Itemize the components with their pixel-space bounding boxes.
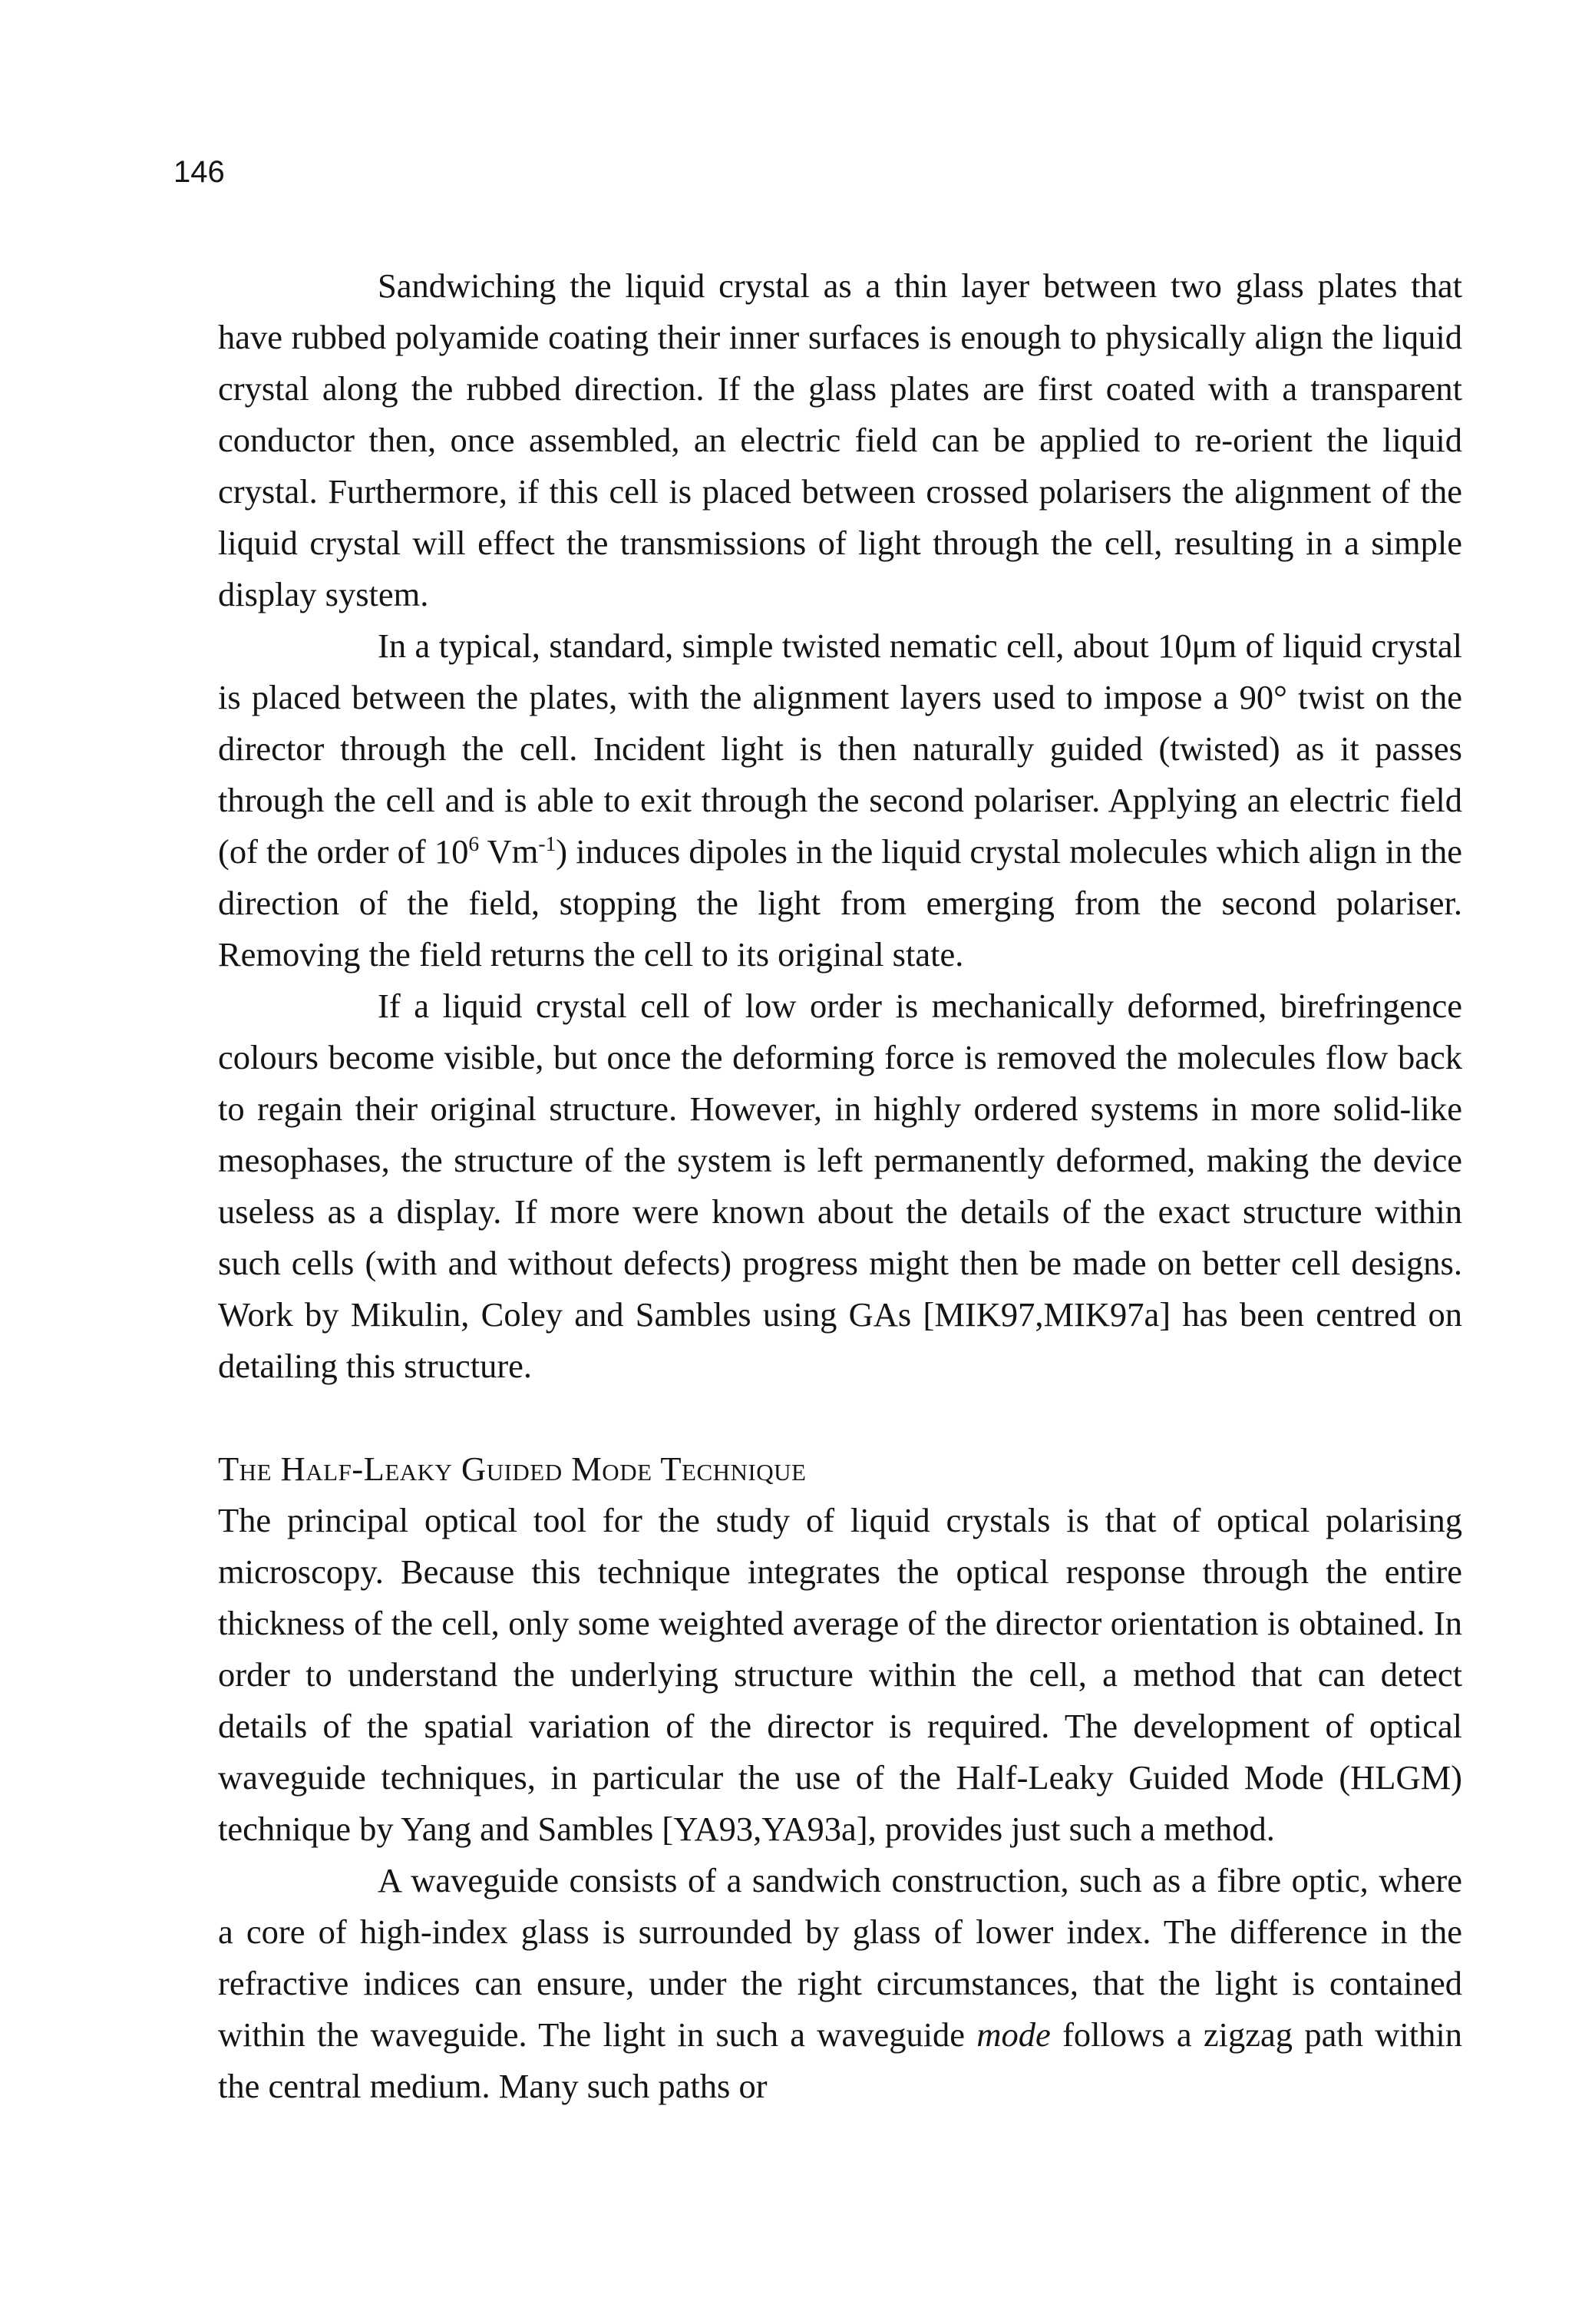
body-text	[218, 260, 1462, 2112]
paragraph-2-text-a: In a typical, standard, simple twisted nematic cell, about 10μm of liquid crystal is placed between the plates, with the alignment layers used to impose a 90° twist on the director through the cell. Incident light is then naturally guided (twisted) as it passes through the cell and is able to exit through the second polariser. Applying an electric field (of the order of 10	[218, 626, 1462, 871]
paragraph-2	[218, 620, 1462, 980]
italic-mode: mode	[976, 2015, 1051, 2054]
page-number: 146	[173, 155, 225, 189]
paragraph-3: If a liquid crystal cell of low order is mechanically deformed, birefringence colours become visible, but once the deforming force is removed the molecules flow back to regain their original structure. However, in highly ordered systems in more solid-like mesophases, the structure of the system is left permanently deformed, making the device useless as a display. If more were known about the details of the exact structure within such cells (with and without defects) progress might then be made on better cell designs. Work by Mikulin, Coley and Sambles using GAs [MIK97,MIK97a] has been centred on detailing this structure.	[218, 987, 1462, 1385]
paragraph-5-text-b: follows a zigzag path within the central medium. Many such paths or	[218, 2015, 1462, 2105]
paragraph-5	[218, 1855, 1462, 2112]
paragraph-2-text-b: Vm	[479, 832, 539, 871]
paragraph-2-text-c: ) induces dipoles in the liquid crystal molecules which align in the direction of the field, stopping the light from emerging from the second polariser. Removing the field returns the cell to its original state.	[218, 832, 1462, 974]
exponent-6: 6	[468, 831, 480, 856]
paragraph-4: The principal optical tool for the study of liquid crystals is that of optical polarising microscopy. Because this technique integrates the optical response through the entire thickness of the cell, only some weighted average of the director orientation is obtained. In order to understand the underlying structure within the cell, a method that can detect details of the spatial variation of the director is required. The development of optical waveguide techniques, in particular the use of the Half-Leaky Guided Mode (HLGM) technique by Yang and Sambles [YA93,YA93a], provides just such a method.	[218, 1501, 1462, 1848]
section-heading: The Half-Leaky Guided Mode Technique	[218, 1450, 807, 1488]
exponent-minus-1: -1	[538, 831, 556, 856]
paragraph-5-text-a: A waveguide consists of a sandwich construction, such as a fibre optic, where a core of high-index glass is surrounded by glass of lower index. The difference in the refractive indices can ensure, under the right circumstances, that the light is contained within the waveguide. The light in such a waveguide	[218, 1861, 1462, 2054]
paragraph-1: Sandwiching the liquid crystal as a thin layer between two glass plates that have rubbed polyamide coating their inner surfaces is enough to physically align the liquid crystal along the rubbed direction. If the glass plates are first coated with a transparent conductor then, once assembled, an electric field can be applied to re-orient the liquid crystal. Furthermore, if this cell is placed between crossed polarisers the alignment of the liquid crystal will effect the transmissions of light through the cell, resulting in a simple display system.	[218, 266, 1462, 613]
